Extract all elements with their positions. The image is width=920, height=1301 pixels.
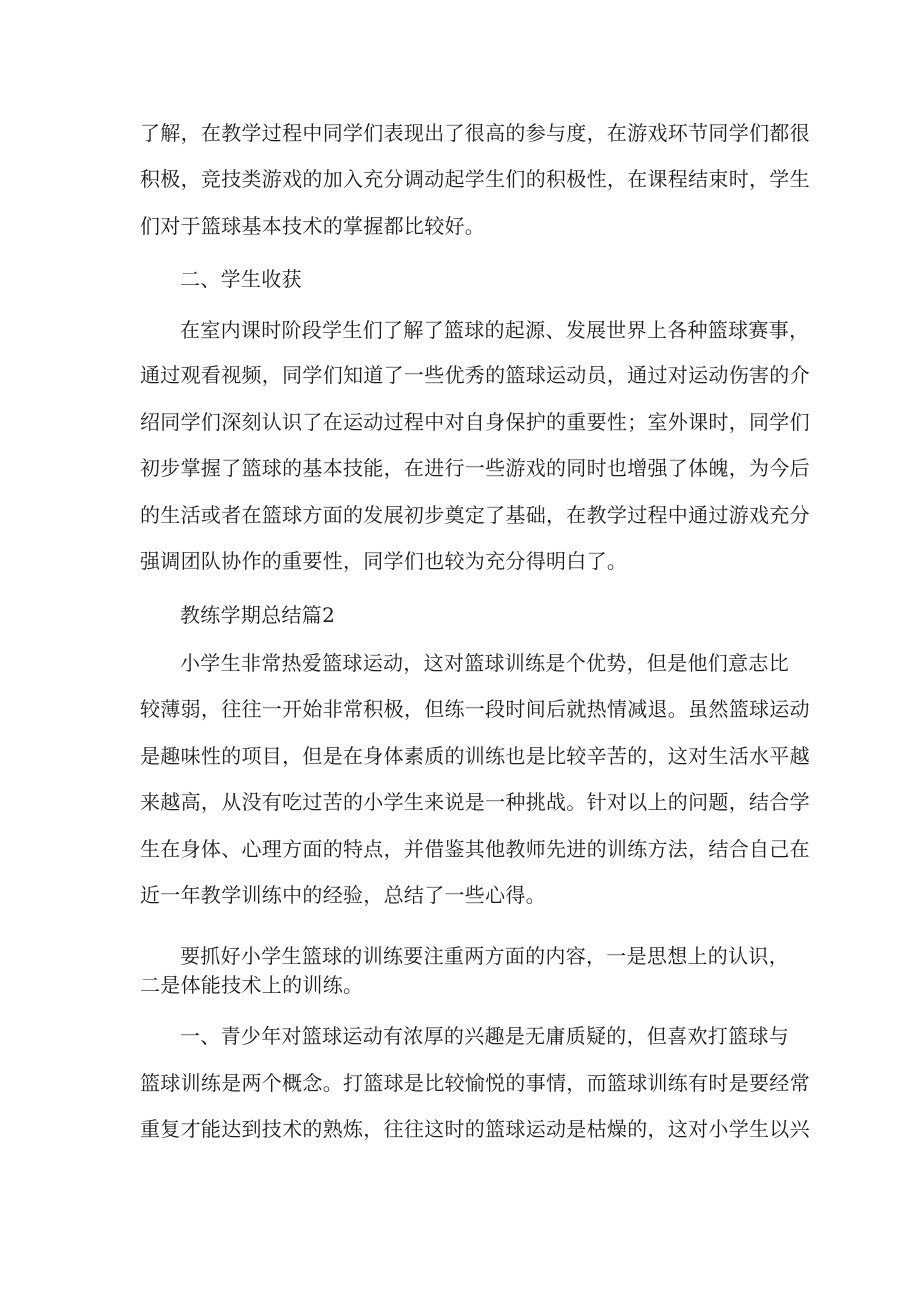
paragraph-line: 们对于篮球基本技术的掌握都比较好。 xyxy=(140,214,486,238)
paragraph-line: 积极，竞技类游戏的加入充分调动起学生们的积极性，在课程结束时，学生 xyxy=(140,167,810,191)
paragraph-line: 重复才能达到技术的熟炼，往往这时的篮球运动是枯燥的，这对小学生以兴 xyxy=(140,1117,810,1141)
paragraph-line: 在室内课时阶段学生们了解了篮球的起源、发展世界上各种篮球赛事， xyxy=(180,318,810,342)
section-heading: 二、学生收获 xyxy=(180,267,302,291)
paragraph-line: 要抓好小学生篮球的训练要注重两方面的内容，一是思想上的认识， xyxy=(180,944,789,968)
paragraph-line: 近一年教学训练中的经验，总结了一些心得。 xyxy=(140,883,546,907)
section-heading: 教练学期总结篇2 xyxy=(180,603,336,627)
paragraph-line: 较薄弱，往往一开始非常积极，但练一段时间后就热情减退。虽然篮球运动 xyxy=(140,697,810,721)
paragraph-line: 来越高，从没有吃过苦的小学生来说是一种挑战。针对以上的问题，结合学 xyxy=(140,790,810,814)
paragraph-line: 生在身体、心理方面的特点，并借鉴其他教师先进的训练方法，结合自己在 xyxy=(140,837,810,861)
paragraph-line: 通过观看视频，同学们知道了一些优秀的篮球运动员，通过对运动伤害的介 xyxy=(140,363,810,387)
paragraph-line: 小学生非常热爱篮球运动，这对篮球训练是个优势，但是他们意志比 xyxy=(180,651,789,675)
paragraph-line: 二是体能技术上的训练。 xyxy=(140,973,364,997)
paragraph-line: 是趣味性的项目，但是在身体素质的训练也是比较辛苦的，这对生活水平越 xyxy=(140,744,810,768)
paragraph-line: 强调团队协作的重要性，同学们也较为充分得明白了。 xyxy=(140,549,628,573)
paragraph-line: 了解，在教学过程中同学们表现出了很高的参与度，在游戏环节同学们都很 xyxy=(140,121,810,145)
paragraph-line: 绍同学们深刻认识了在运动过程中对自身保护的重要性；室外课时，同学们 xyxy=(140,410,810,434)
paragraph-line: 篮球训练是两个概念。打篮球是比较愉悦的事情，而篮球训练有时是要经常 xyxy=(140,1071,810,1095)
paragraph-line: 初步掌握了篮球的基本技能，在进行一些游戏的同时也增强了体魄，为今后 xyxy=(140,456,810,480)
paragraph-line: 一、青少年对篮球运动有浓厚的兴趣是无庸质疑的，但喜欢打篮球与 xyxy=(180,1024,789,1048)
paragraph-line: 的生活或者在篮球方面的发展初步奠定了基础，在教学过程中通过游戏充分 xyxy=(140,503,810,527)
